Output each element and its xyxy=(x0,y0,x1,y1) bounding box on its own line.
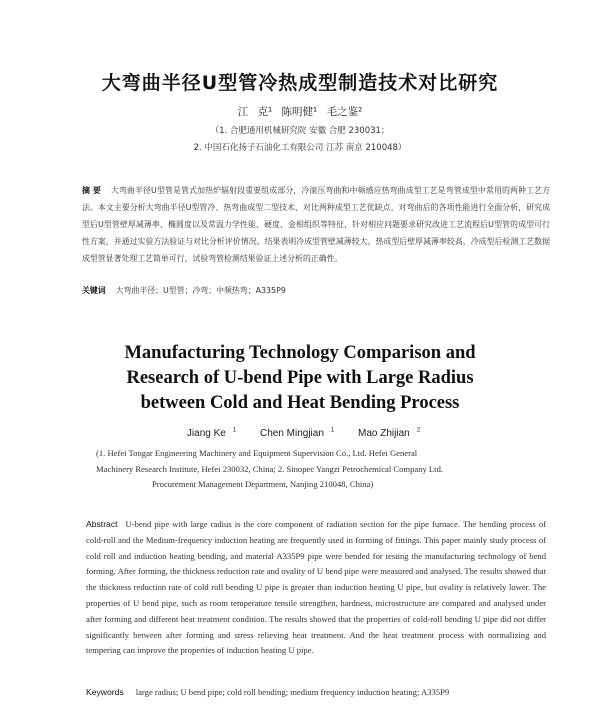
chinese-affiliation: （1. 合肥通用机械研究院 安徽 合肥 230031； xyxy=(210,126,390,136)
english-affiliation-line: Procurement Management Department, Nanjing 210048, China) xyxy=(152,479,374,489)
chinese-abstract xyxy=(82,183,550,268)
chinese-title: 大弯曲半径U型管冷热成型制造技术对比研究 xyxy=(101,72,499,94)
chinese-abstract-label: 摘 要 xyxy=(82,186,101,195)
author-name: Chen Mingjian xyxy=(259,428,324,440)
chinese-author: 陈明健¹ xyxy=(281,106,318,118)
author-sup: 2 xyxy=(416,428,421,434)
chinese-affiliation: 2. 中国石化扬子石油化工有限公司 江苏 南京 210048） xyxy=(193,143,407,153)
english-keywords-text: large radius; U bend pipe; cold roll bending; medium frequency induction heating; A335P9 xyxy=(135,687,450,697)
english-title-line: Research of U-bend Pipe with Large Radius xyxy=(126,368,474,388)
english-authors xyxy=(0,428,600,439)
english-abstract xyxy=(86,517,546,659)
english-title xyxy=(60,341,540,416)
chinese-author: 江 克¹ xyxy=(237,106,273,118)
chinese-abstract-text: 大弯曲半径U型管是管式加热炉辐射段重要组成部分，冷滚压弯曲和中频感应热弯曲成型工艺是弯管成型中常用的两种工艺方法。本文主要分析大弯曲半径U型管冷、热弯曲成型二型技术，对比两种成型工艺优缺点，对弯曲后的各项性能进行全面分析，研究成型后U型管壁厚减薄率、椭圆度以及常温力学性能、硬度、金相组织等特征，针对相应问题要求研究改进工艺流程后U型管的成型可行性方案，并通过实验方法验证与对比分析评价情况。结果表明冷成型管壁减薄较大，热成型后壁厚减薄率较高，冷成型后检测工艺数据成型管显著处理工艺简单可行，试验弯管检测结果验证上述分析的正确性。 xyxy=(82,186,551,263)
english-title-line: Manufacturing Technology Comparison and xyxy=(124,343,476,363)
author-sup: 1 xyxy=(330,428,335,434)
english-title-line: between Cold and Heat Bending Process xyxy=(140,393,460,413)
english-author xyxy=(180,428,236,439)
english-keywords xyxy=(86,687,546,697)
chinese-keywords xyxy=(82,285,550,296)
english-author xyxy=(253,428,334,439)
author-name: Jiang Ke xyxy=(186,428,226,440)
chinese-keywords-text: 大弯曲半径；U型管；冷弯；中频热弯；A335P9 xyxy=(115,286,286,295)
chinese-keywords-label: 关键词 xyxy=(82,286,106,295)
english-abstract-text: U-bend pipe with large radius is the core component of radiation section for the pipe furnace. The bending process of cold-roll and the Medium-frequency induction heating are frequently used in forming of fittings. This paper mainly study process of cold roll and induction heating bending, and material A335P9 pipe were bended for testing the manufacturing technology of bend forming. After forming, the thickness reduction rate and ovality of U bend pipe were measured and analysed. The results showed that the thickness reduction rate of cold roll bending U pipe is greater than induction heating U pipe, but ovality is relatively lower. The properties of U bend pipe, such as room temperature tensile strengthen, hardness, microstructure are compared and analysed under after forming and different heat treatment condition. The results showed that the properties of cold-roll bending U pipe did not differ significantly between after forming and stress relieving heat treatment. And the heat treatment process with normalizing and tempering can improve the properties of induction heating U pipe. xyxy=(86,519,546,656)
author-sup: 1 xyxy=(232,428,237,434)
english-abstract-label: Abstract xyxy=(86,519,118,529)
english-affiliation-line: (1. Hefei Tongar Engineering Machinery and Equipment Supervision Co., Ltd. Hefei General xyxy=(96,448,418,458)
author-name: Mao Zhijian xyxy=(358,428,410,440)
english-keywords-label: Keywords xyxy=(86,687,124,697)
english-affiliations xyxy=(96,446,526,493)
english-author xyxy=(351,428,420,439)
chinese-author: 毛之鉴² xyxy=(326,106,363,118)
chinese-authors xyxy=(0,104,600,119)
english-affiliation-line: Machinery Research Institute, Hefei 230032, China; 2. Sinopec Yangzi Petrochemical Company Ltd. xyxy=(96,463,444,474)
